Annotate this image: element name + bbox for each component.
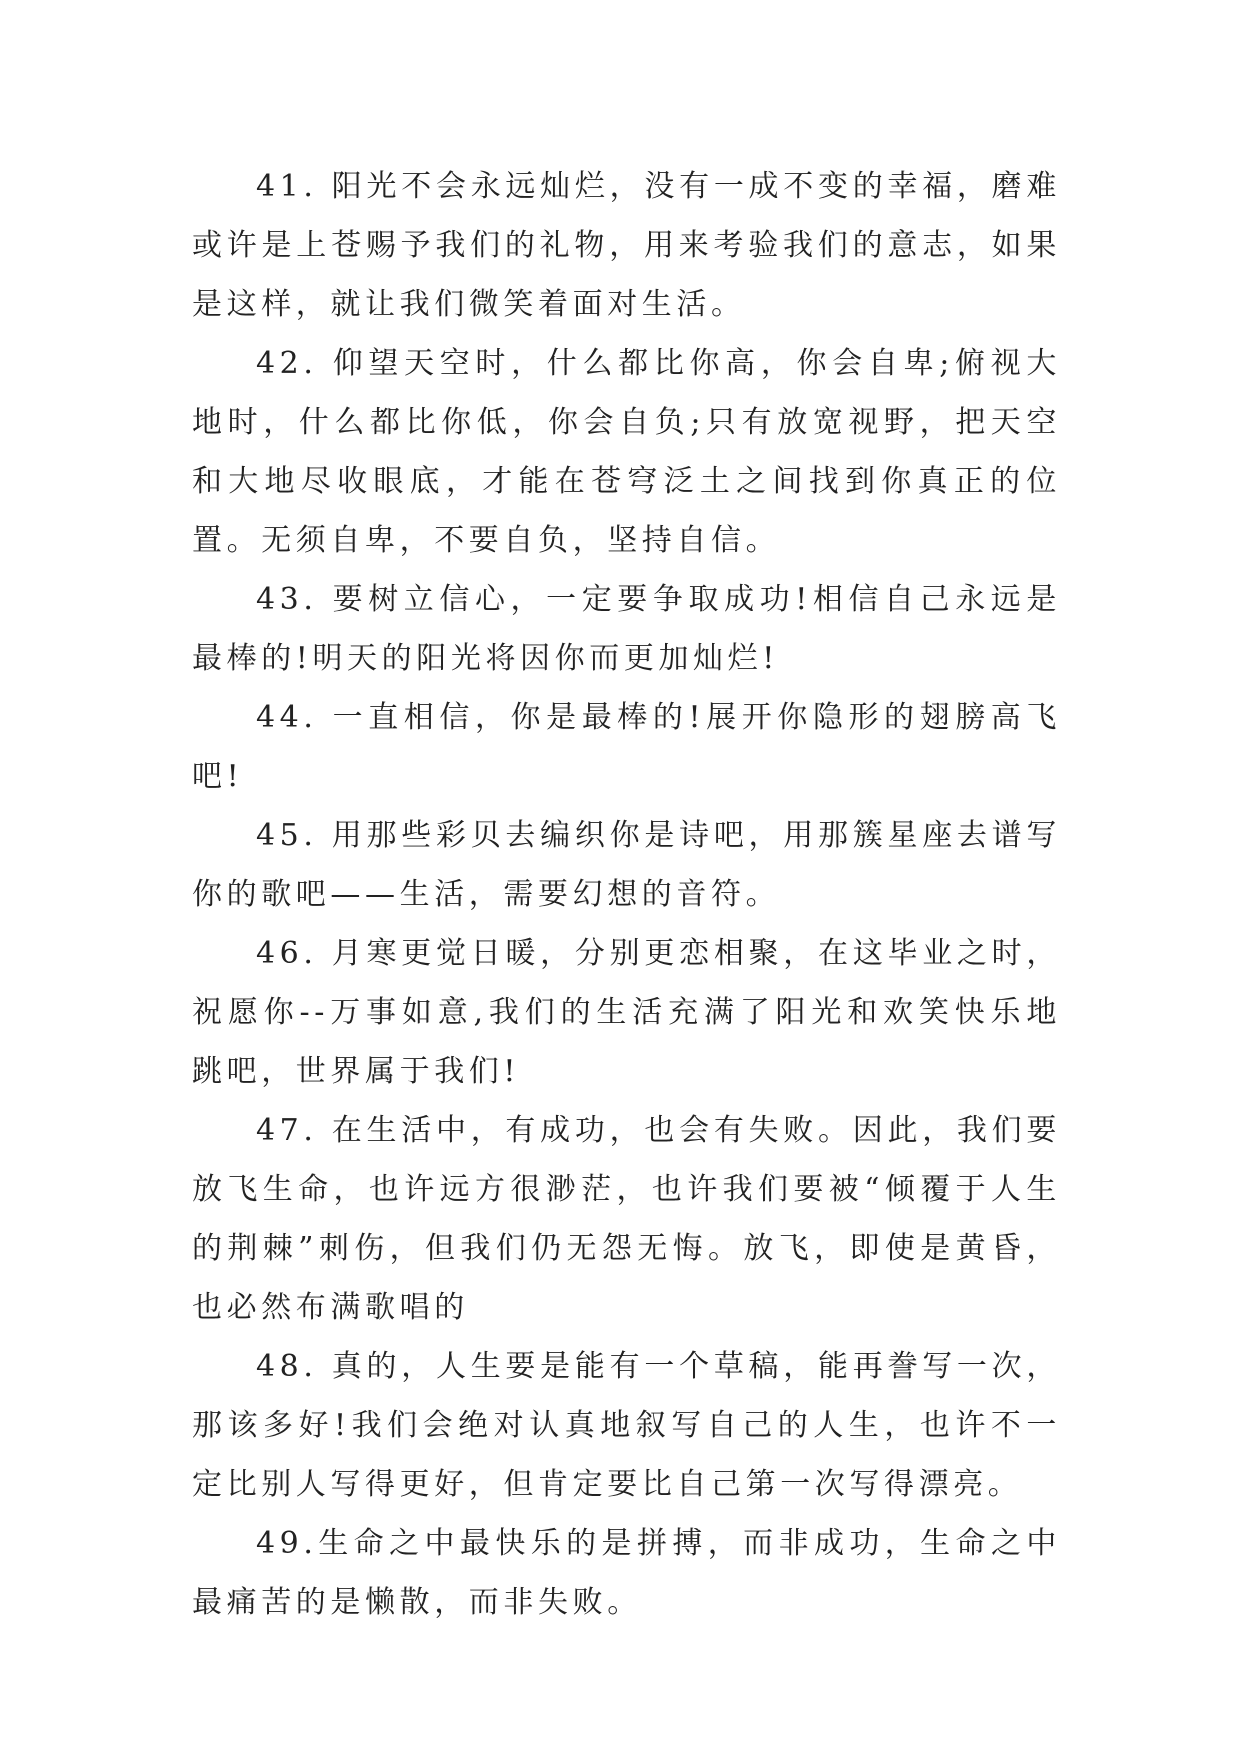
paragraph-49: 49.生命之中最快乐的是拼搏，而非成功，生命之中最痛苦的是懒散，而非失败。 [192, 1526, 1061, 1620]
paragraph-44: 44. 一直相信，你是最棒的!展开你隐形的翅膀高飞吧! [192, 700, 1061, 794]
paragraph-45: 45. 用那些彩贝去编织你是诗吧，用那簇星座去谱写你的歌吧——生活，需要幻想的音符。 [192, 818, 1061, 912]
paragraph-43: 43. 要树立信心，一定要争取成功!相信自己永远是最棒的!明天的阳光将因你而更加灿烂! [192, 582, 1061, 676]
paragraph-42: 42. 仰望天空时，什么都比你高，你会自卑;俯视大地时，什么都比你低，你会自负;只有放宽视野，把天空和大地尽收眼底，才能在苍穹泛土之间找到你真正的位置。无须自卑，不要自负，坚持自信。 [192, 346, 1061, 558]
paragraph-46: 46. 月寒更觉日暖，分别更恋相聚，在这毕业之时，祝愿你--万事如意,我们的生活充满了阳光和欢笑快乐地跳吧，世界属于我们! [192, 936, 1061, 1089]
paragraph-41: 41. 阳光不会永远灿烂，没有一成不变的幸福，磨难或许是上苍赐予我们的礼物，用来考验我们的意志，如果是这样，就让我们微笑着面对生活。 [192, 169, 1061, 322]
paragraph-48: 48. 真的，人生要是能有一个草稿，能再誊写一次，那该多好!我们会绝对认真地叙写自己的人生，也许不一定比别人写得更好，但肯定要比自己第一次写得漂亮。 [192, 1349, 1061, 1502]
paragraph-47: 47. 在生活中，有成功，也会有失败。因此，我们要放飞生命，也许远方很渺茫，也许我们要被“倾覆于人生的荆棘”刺伤，但我们仍无怨无悔。放飞，即使是黄昏，也必然布满歌唱的 [192, 1113, 1061, 1325]
